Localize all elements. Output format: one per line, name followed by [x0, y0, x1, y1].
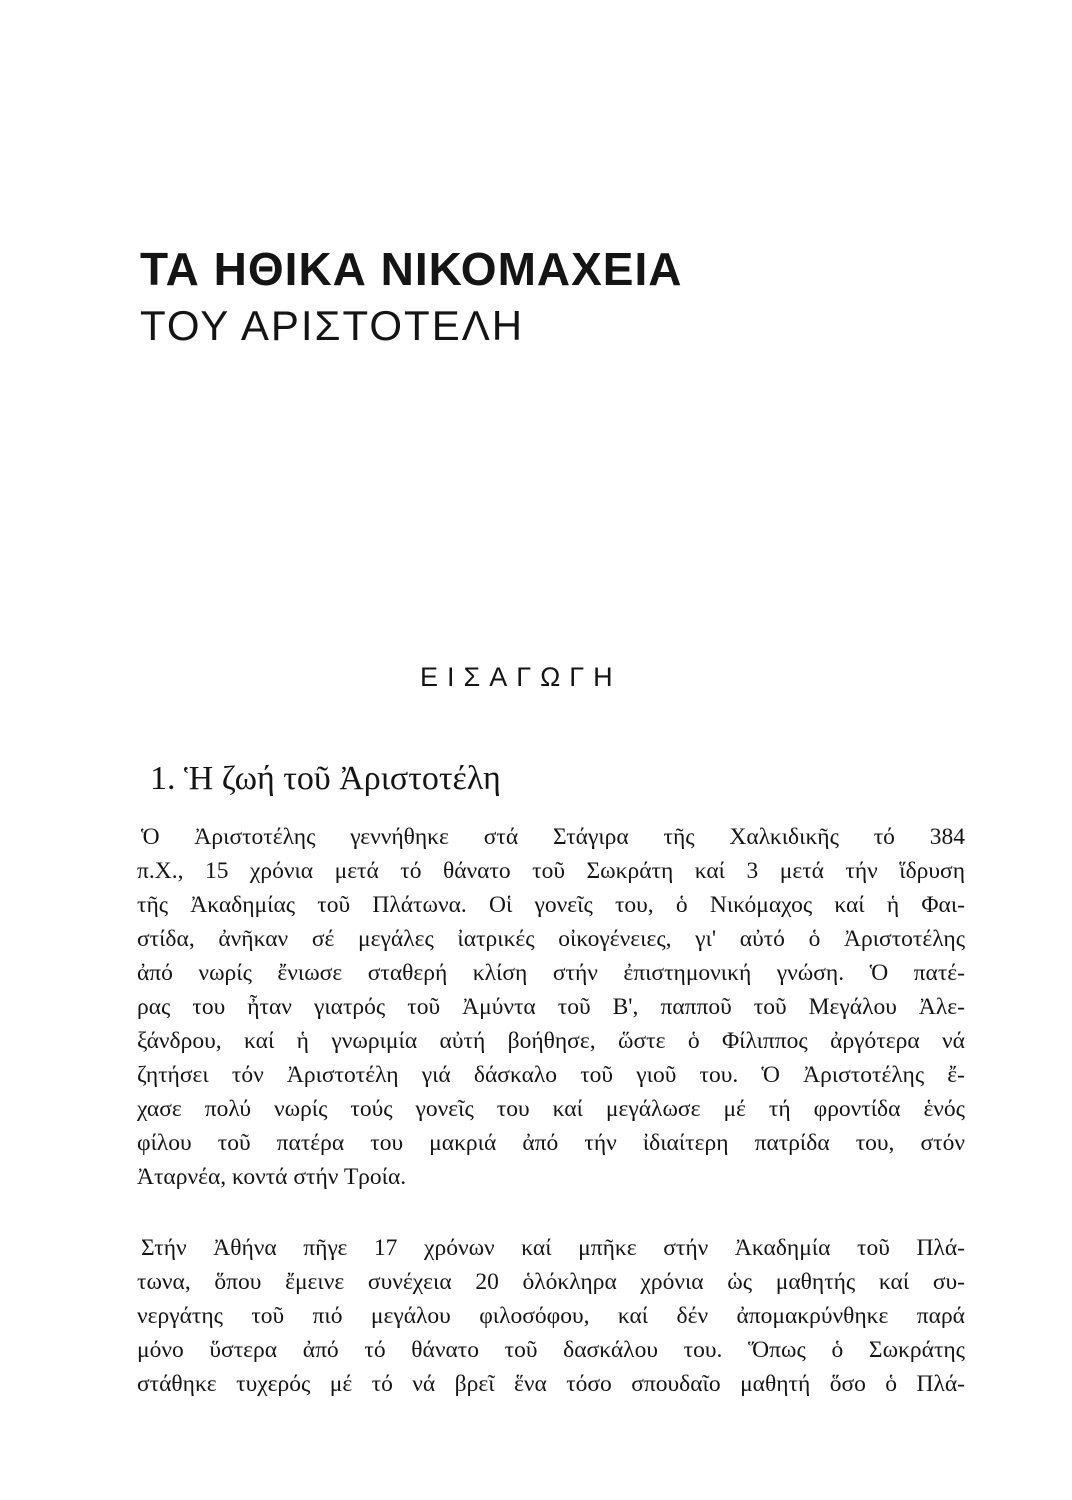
- book-title: [140, 240, 840, 354]
- text-line: τωνα, ὅπου ἔμεινε συνέχεια 20 ὁλόκληρα χρόνια ὡς μαθητής καί συ-: [137, 1269, 965, 1295]
- chapter-heading: 1. Ἡ ζωή τοῦ Ἀριστοτέλη: [150, 760, 501, 797]
- book-title-line-1: ΤΑ ΗΘΙΚΑ ΝΙΚΟΜΑΧΕΙΑ: [140, 243, 683, 295]
- text-line: Ὁ Ἀριστοτέλης γεννήθηκε στά Στάγιρα τῆς Χαλκιδικῆς τό 384: [141, 824, 965, 850]
- text-line: π.Χ., 15 χρόνια μετά τό θάνατο τοῦ Σωκράτη καί 3 μετά τήν ἵδρυση: [137, 858, 965, 884]
- text-line: ρας του ἦταν γιατρός τοῦ Ἀμύντα τοῦ Β', παπποῦ τοῦ Μεγάλου Ἀλε-: [137, 994, 965, 1020]
- section-heading: ΕΙΣΑΓΩΓΗ: [420, 662, 622, 692]
- book-title-line-2: ΤΟΥ ΑΡΙΣΤΟΤΕΛΗ: [140, 302, 525, 349]
- text-line: χασε πολύ νωρίς τούς γονεῖς του καί μεγάλωσε μέ τή φροντίδα ἑνός: [137, 1096, 965, 1122]
- text-line: Στήν Ἀθήνα πῆγε 17 χρόνων καί μπῆκε στήν Ἀκαδημία τοῦ Πλά-: [141, 1235, 965, 1261]
- paragraph-2: [137, 1231, 965, 1401]
- text-line: ζητήσει τόν Ἀριστοτέλη γιά δάσκαλο τοῦ γιοῦ του. Ὁ Ἀριστοτέλης ἔ-: [137, 1062, 965, 1088]
- text-line: νεργάτης τοῦ πιό μεγάλου φιλοσόφου, καί δέν ἀπομακρύνθηκε παρά: [137, 1303, 965, 1329]
- paragraph-1: [137, 820, 965, 1194]
- text-line: μόνο ὕστερα ἀπό τό θάνατο τοῦ δασκάλου του. Ὅπως ὁ Σωκράτης: [137, 1337, 965, 1363]
- text-line: ξάνδρου, καί ἡ γνωριμία αὐτή βοήθησε, ὥστε ὁ Φίλιππος ἀργότερα νά: [137, 1028, 965, 1054]
- text-line: ἀπό νωρίς ἔνιωσε σταθερή κλίση στήν ἐπιστημονική γνώση. Ὁ πατέ-: [137, 960, 965, 986]
- text-line: Ἀταρνέα, κοντά στήν Τροία.: [137, 1164, 407, 1190]
- text-line: στίδα, ἀνῆκαν σέ μεγάλες ἰατρικές οἰκογένειες, γι' αὐτό ὁ Ἀριστοτέλης: [137, 926, 965, 952]
- text-line: φίλου τοῦ πατέρα του μακριά ἀπό τήν ἰδιαίτερη πατρίδα του, στόν: [137, 1130, 965, 1156]
- text-line: τῆς Ἀκαδημίας τοῦ Πλάτωνα. Οἱ γονεῖς του, ὁ Νικόμαχος καί ἡ Φαι-: [137, 892, 965, 918]
- text-line: στάθηκε τυχερός μέ τό νά βρεῖ ἕνα τόσο σπουδαῖο μαθητή ὅσο ὁ Πλά-: [137, 1371, 965, 1397]
